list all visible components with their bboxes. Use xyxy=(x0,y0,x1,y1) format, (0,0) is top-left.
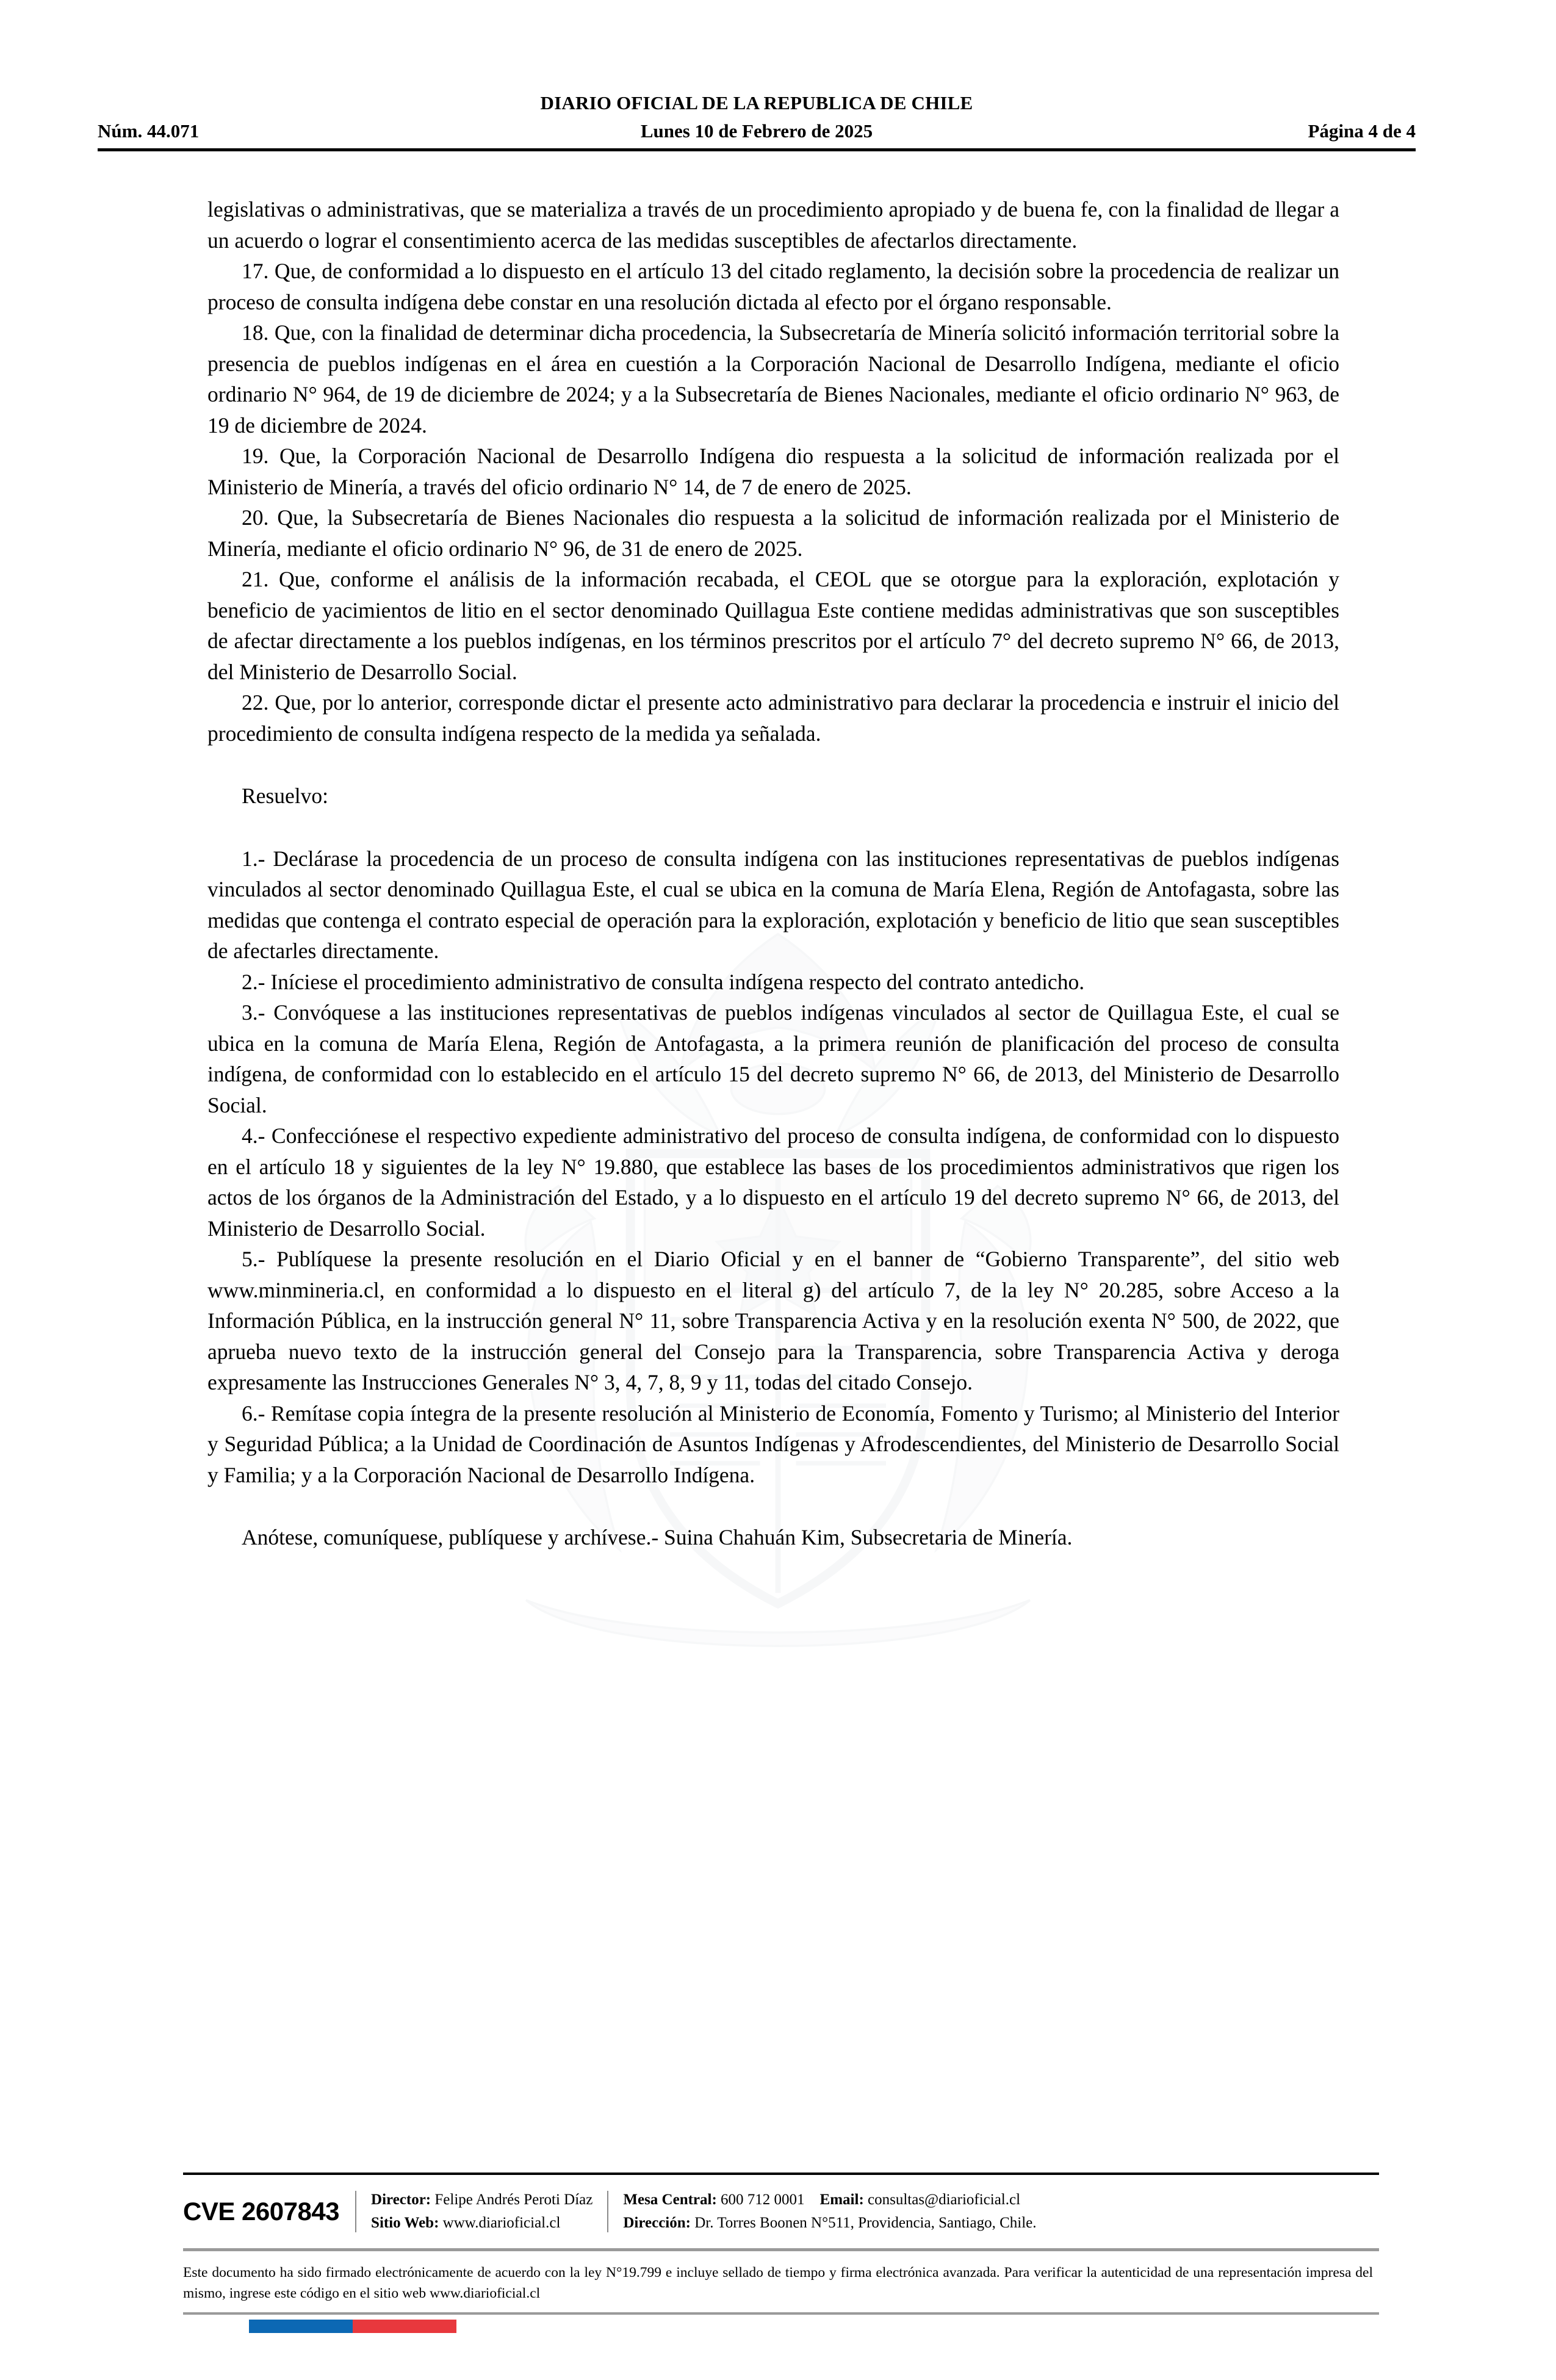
resolution-item-4: 4.- Confecciónese el respectivo expediente administrativo del proceso de consulta indígena, de conformidad con lo dispuesto en el artículo 18 y siguientes de la ley N° 19.880, que establece las bases de los procedimientos administrativos que rigen los actos de los órganos de la Administración del Estado, y a lo dispuesto en el artículo 19 del decreto supremo N° 66, de 2013, del Ministerio de Desarrollo Social. xyxy=(207,1123,1339,1241)
page-header xyxy=(98,92,1416,151)
electronic-signature-disclaimer: Este documento ha sido firmado electrónicamente de acuerdo con la ley N°19.799 e incluye sellado de tiempo y firma electrónica avanzada. Para verificar la autenticidad de una representación impresa del mismo, ingrese este código en el sitio web www.diarioficial.cl xyxy=(183,2265,1373,2301)
director-label: Director: xyxy=(371,2191,431,2208)
sitio-web-value[interactable]: www.diarioficial.cl xyxy=(442,2215,561,2231)
footer-contact-block xyxy=(183,2175,1379,2245)
director-value: Felipe Andrés Peroti Díaz xyxy=(434,2191,593,2208)
mesa-central-value: 600 712 0001 xyxy=(721,2191,805,2208)
paragraph-continuation: legislativas o administrativas, que se materializa a través de un procedimiento apropiado y de buena fe, con la finalidad de llegar a un acuerdo o lograr el consentimiento acerca de las medidas susceptibles de afectarlos directamente. xyxy=(207,197,1339,253)
resolution-item-2: 2.- Iníciese el procedimiento administrativo de consulta indígena respecto del contrato antedicho. xyxy=(242,969,1085,994)
paragraph-20: 20. Que, la Subsecretaría de Bienes Nacionales dio respuesta a la solicitud de información realizada por el Ministerio de Minería, mediante el oficio ordinario N° 96, de 31 de enero de 2025. xyxy=(207,505,1339,561)
flag-bar-blue xyxy=(249,2320,353,2333)
header-divider xyxy=(98,148,1416,151)
footer-website-row xyxy=(371,2212,593,2235)
resuelvo-heading: Resuelvo: xyxy=(242,784,328,808)
issue-number: Núm. 44.071 xyxy=(98,120,200,142)
publication-title: DIARIO OFICIAL DE LA REPUBLICA DE CHILE xyxy=(540,92,973,114)
signature-line: Anótese, comuníquese, publíquese y archívese.- Suina Chahuán Kim, Subsecretaria de Minería. xyxy=(242,1525,1073,1549)
email-label: Email: xyxy=(819,2191,864,2208)
footer-column-contact xyxy=(608,2188,1051,2235)
sitio-web-label: Sitio Web: xyxy=(371,2215,439,2231)
email-value[interactable]: consultas@diarioficial.cl xyxy=(868,2191,1021,2208)
resolution-item-6: 6.- Remítase copia íntegra de la presente resolución al Ministerio de Economía, Fomento y Turismo; al Ministerio del Interior y Seguridad Pública; a la Unidad de Coordinación de Asuntos Indígenas y Afrodescendientes, del Ministerio de Desarrollo Social y Familia; y a la Corporación Nacional de Desarrollo Indígena. xyxy=(207,1401,1339,1487)
paragraph-21: 21. Que, conforme el análisis de la información recabada, el CEOL que se otorgue para la exploración, explotación y beneficio de yacimientos de litio en el sector denominado Quillagua Este contiene medidas administrativas que son susceptibles de afectar directamente a los pueblos indígenas, en los términos prescritos por el artículo 7° del decreto supremo N° 66, de 2013, del Ministerio de Desarrollo Social. xyxy=(207,567,1339,684)
paragraph-18: 18. Que, con la finalidad de determinar dicha procedencia, la Subsecretaría de Minería solicitó información territorial sobre la presencia de pueblos indígenas en el área en cuestión a la Corporación Nacional de Desarrollo Indígena, mediante el oficio ordinario N° 964, de 19 de diciembre de 2024; y a la Subsecretaría de Bienes Nacionales, mediante el oficio ordinario N° 963, de 19 de diciembre de 2024. xyxy=(207,320,1339,438)
document-body xyxy=(207,194,1339,1553)
footer-mid-divider xyxy=(183,2248,1379,2251)
page-footer xyxy=(183,2173,1379,2333)
direccion-value: Dr. Torres Boonen N°511, Providencia, Santiago, Chile. xyxy=(694,2215,1037,2231)
header-meta-row xyxy=(98,120,1416,142)
paragraph-17: 17. Que, de conformidad a lo dispuesto en el artículo 13 del citado reglamento, la decisión sobre la procedencia de realizar un proceso de consulta indígena debe constar en una resolución dictada al efecto por el órgano responsable. xyxy=(207,259,1339,314)
footer-phone-email-row xyxy=(623,2188,1036,2212)
direccion-label: Dirección: xyxy=(623,2215,691,2231)
paragraph-19: 19. Que, la Corporación Nacional de Desarrollo Indígena dio respuesta a la solicitud de información realizada por el Ministerio de Minería, a través del oficio ordinario N° 14, de 7 de enero de 2025. xyxy=(207,444,1339,499)
page-number: Página 4 de 4 xyxy=(1308,120,1416,142)
resolution-item-5: 5.- Publíquese la presente resolución en el Diario Oficial y en el banner de “Gobierno Transparente”, del sitio web www.minmineria.cl, en conformidad a lo dispuesto en el literal g) del artículo 7, de la ley N° 20.285, sobre Acceso a la Información Pública, en la instrucción general N° 11, sobre Transparencia Activa y en la resolución exenta N° 500, de 2022, que aprueba nuevo texto de la instrucción general del Consejo para la Transparencia, sobre Transparencia Activa y deroga expresamente las Instrucciones Generales N° 3, 4, 7, 8, 9 y 11, todas del citado Consejo. xyxy=(207,1247,1339,1394)
paragraph-22: 22. Que, por lo anterior, corresponde dictar el presente acto administrativo para declarar la procedencia e instruir el inicio del procedimiento de consulta indígena respecto de la medida ya señalada. xyxy=(207,690,1339,746)
resolution-item-1: 1.- Declárase la procedencia de un proceso de consulta indígena con las instituciones representativas de pueblos indígenas vinculados al sector denominado Quillagua Este, el cual se ubica en la comuna de María Elena, Región de Antofagasta, sobre las medidas que contenga el contrato especial de operación para la exploración, explotación y beneficio de litio que sean susceptibles de afectarles directamente. xyxy=(207,846,1339,963)
footer-column-director xyxy=(356,2188,607,2235)
footer-address-row xyxy=(623,2212,1036,2235)
mesa-central-label: Mesa Central: xyxy=(623,2191,717,2208)
flag-bar-red xyxy=(353,2320,456,2333)
cve-code: CVE 2607843 xyxy=(183,2197,340,2226)
footer-bottom-divider xyxy=(183,2312,1379,2315)
issue-date: Lunes 10 de Febrero de 2025 xyxy=(640,120,873,142)
resolution-item-3: 3.- Convóquese a las instituciones representativas de pueblos indígenas vinculados al sector de Quillagua Este, el cual se ubica en la comuna de María Elena, Región de Antofagasta, a la primera reunión de planificación del proceso de consulta indígena, de conformidad con lo establecido en el artículo 15 del decreto supremo N° 66, de 2013, del Ministerio de Desarrollo Social. xyxy=(207,1000,1339,1117)
chile-flag-bar xyxy=(249,2320,456,2333)
footer-director-row xyxy=(371,2188,593,2212)
